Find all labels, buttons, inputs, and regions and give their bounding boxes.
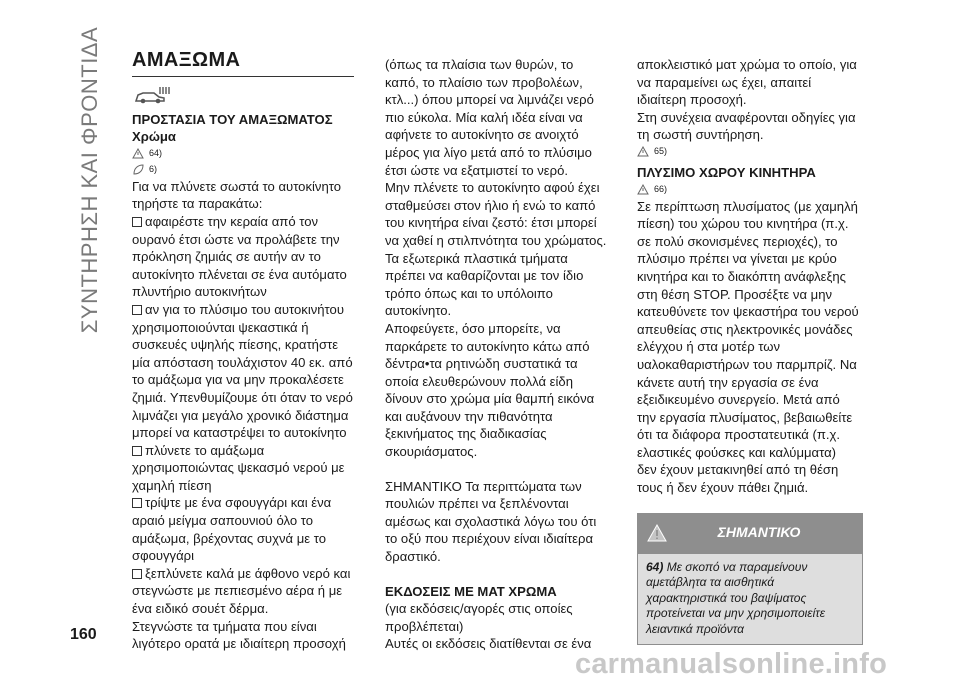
column-2 — [385, 56, 607, 653]
list-item: πλύνετε το αμάξωμα χρησιμοποιώντας ψεκασμό νερού με χαμηλή πίεση — [132, 442, 345, 493]
warning-triangle-icon — [637, 184, 649, 195]
warning-triangle-icon — [132, 148, 144, 159]
paragraph: Στη συνέχεια αναφέρονται οδηγίες για τη σωστή συντήρηση. — [637, 109, 856, 143]
warning-text: Με σκοπό να παραμείνουν αμετάβλητα τα αισθητικά χαρακτηριστικά του βαψίματος προτείνεται να μην χρησιμοποιείτε λειαντικά προϊόντα — [646, 559, 826, 636]
watermark: carmanualsonline.info — [575, 648, 887, 680]
warning-note-ref: 64) — [132, 146, 354, 162]
column-3 — [637, 56, 859, 645]
bullet-icon — [132, 569, 142, 579]
warning-box — [637, 513, 863, 646]
heading-paint: Χρώμα — [132, 129, 176, 145]
heading-engine-wash: ΠΛΥΣΙΜΟ ΧΩΡΟΥ ΚΙΝΗΤΗΡΑ — [637, 164, 816, 180]
paragraph: Αποφεύγετε, όσο μπορείτε, να παρκάρετε το αυτοκίνητο κάτω από δέντρα•τα ρητινώδη συστατικά τα οποία ελευθερώνουν πολλά είδη δίνουν στο χρώμα μία θαμπή εικόνα και αυξάνουν την πιθανότητα ξεκινήματος της διαδικασίας σκουριάσματος. — [385, 320, 595, 460]
list-item: αφαιρέστε την κεραία από τον ουρανό έτσι ώστε να προλάβετε την πρόκληση ζημιάς σε αυτήν αν το αυτοκίνητο πλένεται σε ένα αυτόματο πλυντήριο αυτοκινήτων — [132, 213, 347, 300]
paragraph-intro: Για να πλύνετε σωστά το αυτοκίνητο τηρήστε τα παρακάτω: — [132, 178, 342, 212]
paragraph: Σε περίπτωση πλυσίματος (με χαμηλή πίεση) του χώρου του κινητήρα (π.χ. σε πολύ σκονισμένες περιοχές), το πλύσιμο πρέπει να γίνεται με κρύο κινητήρα και το διακόπτη ανάφλεξης στη θέση STOP. Προσέξτε να μην κατευθύνετε τον ψεκαστήρα του νερού απευθείας στις ηλεκτρονικές μονάδες ελέγχου ή στα μοτέρ των υαλοκαθαριστήρων του παρμπρίζ. Να κάνετε αυτή την εργασία σε ένα εξειδικευμένο συνεργείο. Μετά από την εργασία πλυσίματος, βεβαιωθείτε ότι τα διάφορα προστατευτικά (π.χ. ελαστικές φούσκες και καλύμματα) δεν έχουν μετακινηθεί από τη θέση τους ή δεν έχουν πάθει ζημιά. — [637, 198, 859, 496]
warning-box-body — [637, 553, 863, 646]
warning-box-title: ΣΗΜΑΝΤΙΚΟ — [717, 523, 801, 540]
paragraph: (για εκδόσεις/αγορές στις οποίες προβλέπεται) — [385, 601, 573, 634]
paragraph: Μην πλένετε το αυτοκίνητο αφού έχει σταθμεύσει στον ήλιο ή ενώ το καπό του κινητήρα είναι ζεστό: έτσι μπορεί να χαθεί η στιλπνότητα του χρώματος. Τα εξωτερικά πλαστικά τμήματα πρέπει να καθαρίζονται με τον ίδιο τρόπο όπως και το υπόλοιπο αυτοκίνητο. — [385, 180, 607, 319]
leaf-icon — [132, 164, 144, 175]
list-item: ξεπλύνετε καλά με άφθονο νερό και στεγνώστε με πεπιεσμένο αέρα ή με ένα ειδικό σουέτ δέρμα. — [132, 565, 351, 617]
column-1 — [132, 49, 354, 653]
bullet-icon — [132, 305, 142, 315]
paragraph-important: ΣΗΜΑΝΤΙΚΟ Τα περιττώματα των πουλιών πρέπει να ξεπλένονται αμέσως και σχολαστικά λόγω του ότι το οξύ που περιέχουν είναι ιδιαίτερα δραστικό. — [385, 478, 597, 565]
warning-triangle-icon — [647, 524, 667, 542]
warning-note-ref: 65) — [637, 144, 859, 160]
warning-note-ref: 66) — [637, 182, 859, 198]
chapter-side-title: ΣΥΝΤΗΡΗΣΗ ΚΑΙ ΦΡΟΝΤΙΔΑ — [77, 26, 102, 334]
environment-note-ref: 6) — [132, 162, 354, 178]
list-item: αν για το πλύσιμο του αυτοκινήτου χρησιμοποιούνται ψεκαστικά ή συσκευές υψηλής πίεσης, κρατήστε μία απόσταση τουλάχιστον 40 εκ. από το αμάξωμα για να μην προκαλέσετε ζημιά. Υπενθυμίζουμε ότι όταν το νερό λιμνάζει για μεγάλο χρονικό διάστημα μπορεί να καταστρέψει το αυτοκίνητο — [132, 301, 353, 441]
bullet-icon — [132, 498, 142, 508]
heading-matt-paint: ΕΚΔΟΣΕΙΣ ΜΕ ΜΑΤ ΧΡΩΜΑ — [385, 583, 557, 599]
car-wash-icon — [134, 85, 170, 105]
page-number: 160 — [70, 626, 97, 643]
paragraph: αποκλειστικό ματ χρώμα το οποίο, για να παραμείνει ως έχει, απαιτεί ιδιαίτερη προσοχή. — [637, 57, 857, 108]
list-item: τρίψτε με ένα σφουγγάρι και ένα αραιό μείγμα σαπουνιού όλο το αμάξωμα, βρέχοντας συχνά με το σφουγγάρι — [132, 495, 332, 564]
bullet-icon — [132, 446, 142, 456]
section-title: ΑΜΑΞΩΜΑ — [132, 52, 354, 77]
paragraph-outro: Στεγνώστε τα τμήματα που είναι λιγότερο ορατά με ιδιαίτερη προσοχή — [132, 618, 346, 652]
warning-number: 64) — [646, 559, 664, 574]
bullet-icon — [132, 217, 142, 227]
paragraph: (όπως τα πλαίσια των θυρών, το καπό, το πλαίσιο των προβολέων, κτλ...) όπου μπορεί να λιμνάζει νερό πιο εύκολα. Μία καλή ιδέα είναι να αφήνετε το αυτοκίνητο σε ανοιχτό μέρος για λίγο μετά από το πλύσιμο έτσι ώστε να εξατμιστεί το νερό. — [385, 57, 594, 178]
paragraph: Αυτές οι εκδόσεις διατίθενται σε ένα — [385, 636, 592, 652]
warning-triangle-icon — [637, 146, 649, 157]
heading-body-protection: ΠΡΟΣΤΑΣΙΑ ΤΟΥ ΑΜΑΞΩΜΑΤΟΣ — [132, 111, 333, 127]
warning-box-header — [637, 513, 863, 553]
